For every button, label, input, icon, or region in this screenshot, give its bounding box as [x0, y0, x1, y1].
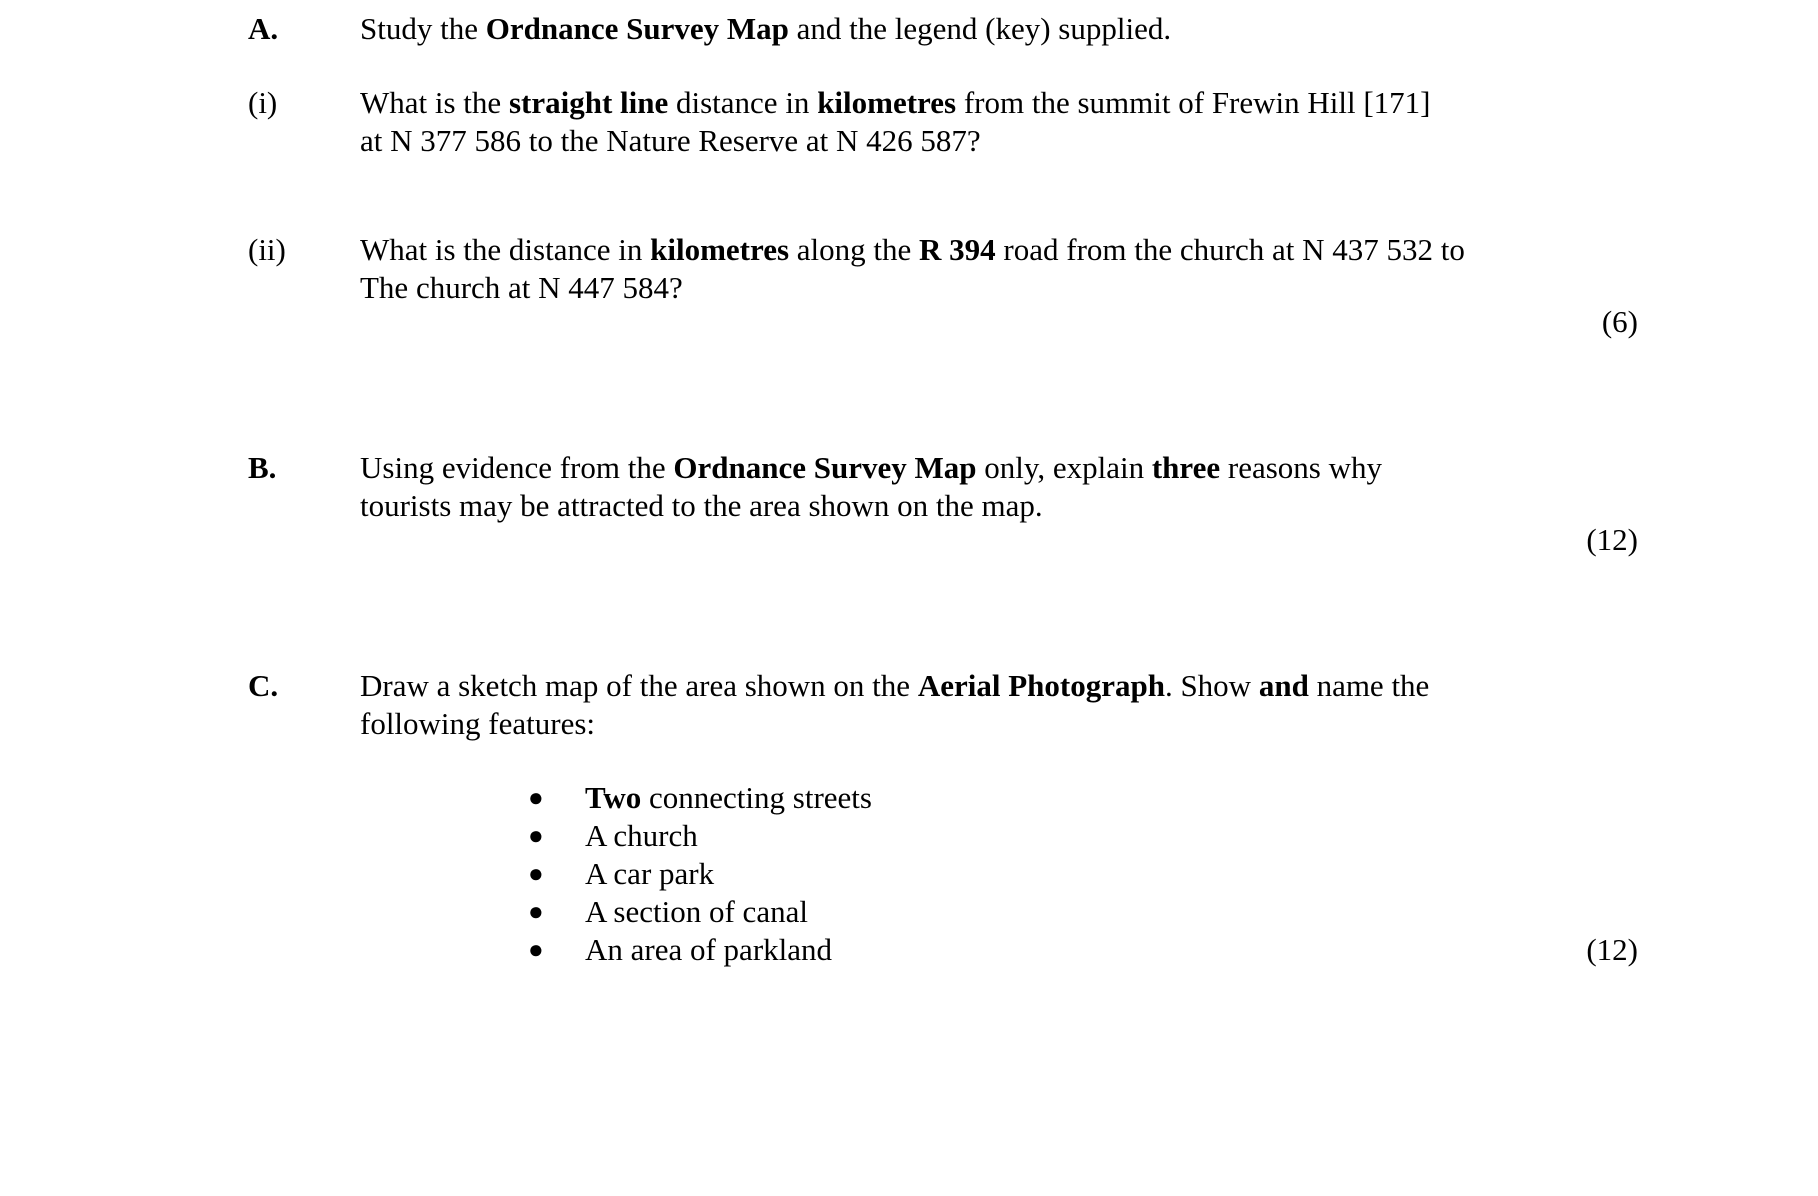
feature-list-item — [528, 855, 872, 893]
question-b — [248, 449, 1382, 525]
body-text: An area of parkland — [585, 932, 833, 967]
question-a-body — [360, 10, 1171, 48]
question-a-ii-label: (ii) — [248, 232, 286, 267]
feature-list-item — [528, 817, 872, 855]
question-a-i-label: (i) — [248, 85, 278, 120]
feature-list-item-label — [585, 818, 698, 853]
emphasis-text: kilometres — [650, 232, 790, 267]
features-list — [528, 779, 872, 969]
question-b-label: B. — [248, 450, 277, 485]
marks-part-a: (6) — [1601, 304, 1638, 339]
question-c — [248, 667, 1429, 743]
bullet-icon: ● — [528, 859, 544, 888]
body-text: A section of canal — [585, 894, 808, 929]
emphasis-text: straight line — [508, 85, 669, 120]
body-text: road from the church at N 437 532 to — [995, 232, 1465, 267]
emphasis-text: Aerial Photograph — [917, 668, 1165, 703]
question-a-label: A. — [248, 11, 279, 46]
emphasis-text: three — [1151, 450, 1221, 485]
body-text: at N 377 586 to the Nature Reserve at N 426 587? — [360, 123, 981, 158]
bullet-icon: ● — [528, 935, 544, 964]
question-a-ii-body — [360, 231, 1465, 307]
body-text: Study the — [360, 11, 486, 46]
question-a-i — [248, 84, 1431, 160]
emphasis-text: kilometres — [817, 85, 957, 120]
question-line-2 — [360, 269, 1465, 307]
body-text: The church at N 447 584? — [360, 270, 683, 305]
question-a — [248, 10, 1171, 48]
body-text: distance in — [668, 85, 818, 120]
body-text: reasons why — [1220, 450, 1382, 485]
question-c-body — [360, 667, 1429, 743]
body-text: . Show — [1164, 668, 1259, 703]
bullet-icon: ● — [528, 783, 544, 812]
question-a-ii — [248, 231, 1465, 307]
body-text: What is the distance in — [360, 232, 651, 267]
body-text: name the — [1308, 668, 1430, 703]
feature-list-item — [528, 931, 872, 969]
body-text: along the — [789, 232, 920, 267]
bullet-icon: ● — [528, 821, 544, 850]
emphasis-text: Ordnance Survey Map — [673, 450, 977, 485]
emphasis-text: R 394 — [919, 232, 996, 267]
body-text: A church — [585, 818, 698, 853]
question-line-2 — [360, 487, 1382, 525]
question-line-1 — [360, 84, 1431, 122]
emphasis-text: and — [1258, 668, 1309, 703]
body-text: connecting streets — [641, 780, 872, 815]
feature-list-item-label — [585, 856, 714, 891]
feature-list-item-label — [585, 894, 808, 929]
question-line-1 — [360, 231, 1465, 269]
question-line-2 — [360, 122, 1431, 160]
marks-part-c: (12) — [1586, 932, 1638, 967]
body-text: A car park — [585, 856, 715, 891]
feature-list-item — [528, 893, 872, 931]
body-text: from the summit of Frewin Hill [171] — [956, 85, 1431, 120]
question-line-1 — [360, 10, 1171, 48]
question-b-body — [360, 449, 1382, 525]
body-text: tourists may be attracted to the area shown on the map. — [360, 488, 1043, 523]
question-line-1 — [360, 667, 1429, 705]
body-text: Draw a sketch map of the area shown on the — [360, 668, 918, 703]
question-c-label: C. — [248, 668, 279, 703]
question-line-1 — [360, 449, 1382, 487]
feature-list-item-label — [585, 780, 872, 815]
marks-part-b: (12) — [1586, 522, 1638, 557]
bullet-icon: ● — [528, 897, 544, 926]
body-text: What is the — [360, 85, 509, 120]
question-line-2 — [360, 705, 1429, 743]
body-text: and the legend (key) supplied. — [788, 11, 1172, 46]
body-text: Using evidence from the — [360, 450, 674, 485]
question-a-i-body — [360, 84, 1431, 160]
body-text: following features: — [360, 706, 596, 741]
emphasis-text: Two — [585, 780, 642, 815]
feature-list-item-label — [585, 932, 832, 967]
emphasis-text: Ordnance Survey Map — [485, 11, 789, 46]
feature-list-item — [528, 779, 872, 817]
body-text: only, explain — [976, 450, 1152, 485]
